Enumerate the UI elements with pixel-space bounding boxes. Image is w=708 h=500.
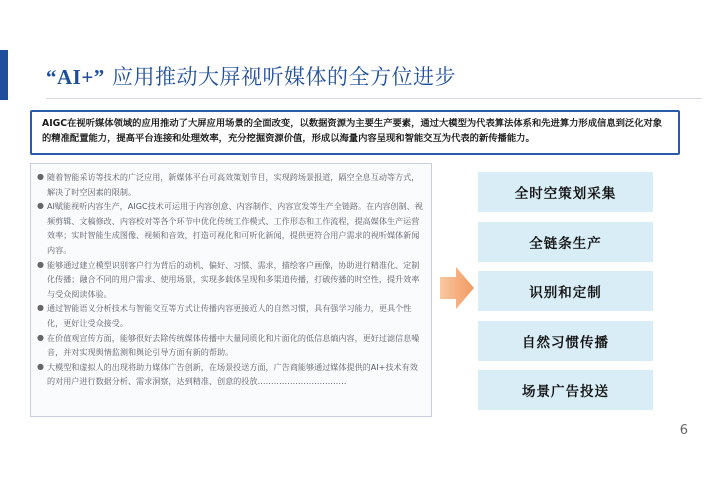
- bullet-text: 能够通过建立模型识别客户行为背后的动机、偏好、习惯、需求，描绘客户画像，协助进行精准化、定制化传播；融合不同的用户需求、使用场景，实现多载体呈现和多渠道传播，打破传播的时空性，提升效率与受众阅读体验。: [47, 259, 420, 299]
- bullet-text: 随着智能采访等技术的广泛应用，新媒体平台可高效策划节目，实现跨场景报道，隔空全息互动等方式，解决了时空因素的限制。: [47, 172, 420, 197]
- bullet-item: [37, 258, 423, 302]
- capability-label: 识别和定制: [478, 271, 653, 311]
- bullet-text: 在价值观宣传方面，能够很好去除传统媒体传播中大量同质化和片面化的低信息熵内容，更好过滤信息噪音，并对实现舆情监测和舆论引导方面有新的帮助。: [47, 332, 420, 358]
- capability-label: 全链条生产: [478, 222, 653, 262]
- bullet-dot-icon: ●: [37, 259, 44, 269]
- bullet-text: 通过智能语义分析技术与智能交互等方式让传播内容更接近人的自然习惯，具有强学习能力，更具个性化，更好让受众接受。: [47, 303, 412, 328]
- title-main: 应用推动大屏视听媒体的全方位进步: [104, 65, 456, 89]
- summary-text: AIGC在视听媒体领域的应用推动了大屏应用场景的全面改变，以数据资源为主要生产要素，通过大模型为代表算法体系和先进算力形成信息到泛化对象的精准配置能力，提高平台连接和处理效率，充分挖掘资源价值，形成以海量内容呈现和智能交互为代表的新传播能力。: [42, 118, 663, 144]
- capability-label: 全时空策划采集: [478, 172, 653, 212]
- title-divider: [46, 98, 702, 99]
- bullet-list: [37, 170, 423, 389]
- summary-box: [30, 110, 680, 155]
- bullet-dot-icon: ●: [37, 332, 44, 342]
- bullet-dot-icon: ●: [37, 172, 44, 181]
- title-accent-bar: [0, 50, 8, 100]
- slide-title: [46, 62, 456, 92]
- bullet-item: [37, 331, 423, 360]
- capability-label: 自然习惯传播: [478, 321, 653, 361]
- bullet-item: [37, 301, 423, 330]
- title-prefix: “AI+”: [46, 65, 105, 89]
- bullet-item: [37, 360, 423, 389]
- bullet-item: [37, 170, 423, 199]
- bullet-item: [37, 199, 423, 257]
- bullet-dot-icon: ●: [37, 201, 44, 211]
- right-arrow-icon: [440, 267, 474, 309]
- capability-list: [478, 172, 653, 420]
- bullet-text: AI赋能视听内容生产，AIGC技术可运用于内容创意、内容制作、内容宣发等生产全链路。在内容创制、视频剪辑、文稿修改、内容校对等各个环节中优化传统工作模式、工作形态和工作流程，提高媒体生产运营效率；实时智能生成图像、视频和音效，打造可视化和可听化新闻，提供更符合用户需求的视听媒体新闻内容。: [47, 201, 423, 255]
- bullet-dot-icon: ●: [37, 361, 44, 371]
- bullet-text: 大模型和虚拟人的出现将助力媒体广告创新，在场景投送方面，广告商能够通过媒体提供的AI+技术有效的对用户进行数据分析、需求洞察，达到精准、创意的投放……………………………: [47, 361, 418, 387]
- capability-label: 场景广告投送: [478, 370, 653, 410]
- bullet-panel: [30, 163, 432, 417]
- bullet-dot-icon: ●: [37, 303, 44, 313]
- page-number: 6: [679, 423, 688, 438]
